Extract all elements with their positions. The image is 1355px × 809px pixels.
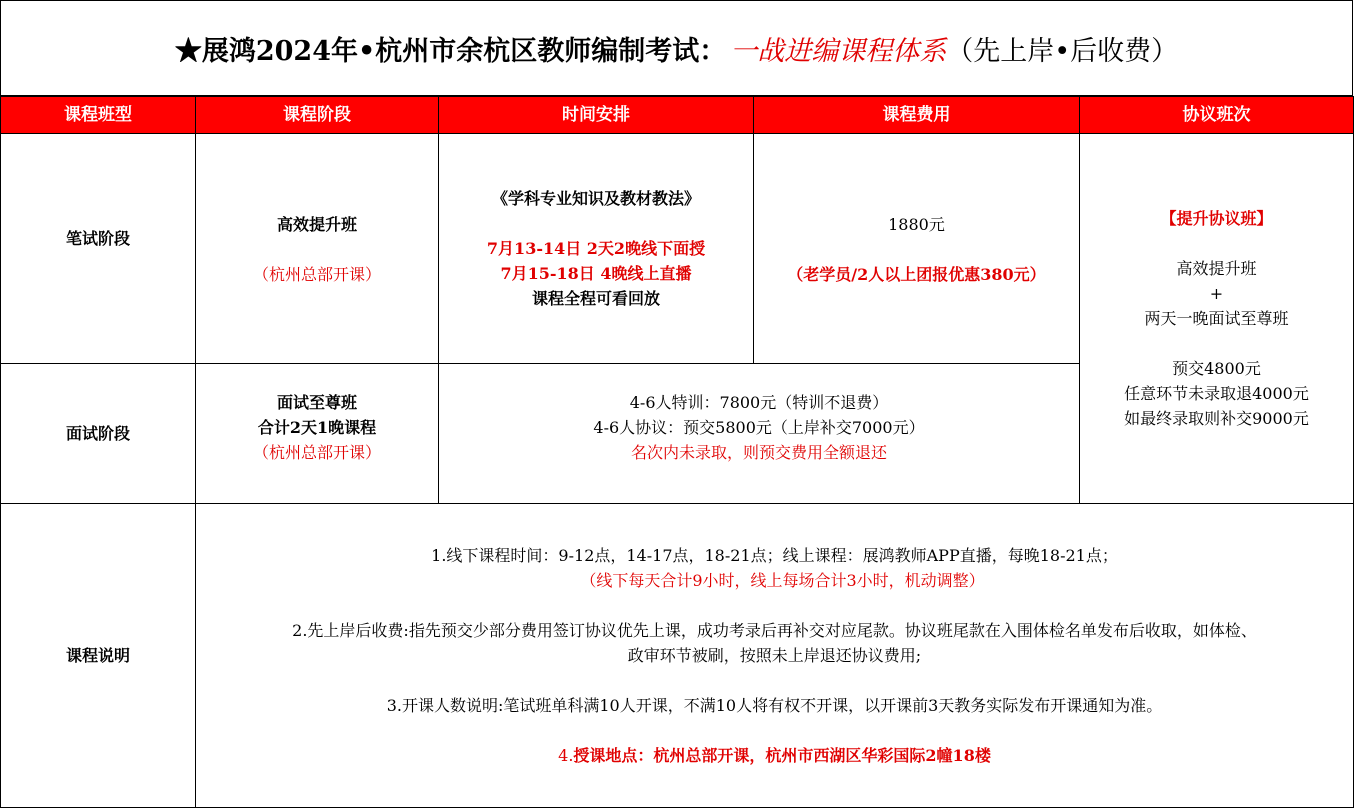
- header-course-type: 课程班型: [1, 97, 196, 134]
- note-item-4-number: 4.: [558, 746, 574, 765]
- schedule-title: 《学科专业知识及教材教法》: [491, 189, 700, 208]
- header-fee: 课程费用: [754, 97, 1080, 134]
- agreement-line2: 两天一晚面试至尊班: [1144, 309, 1289, 328]
- interview-fee-line1: 4-6人特训：7800元（特训不退费）: [629, 393, 889, 412]
- header-course-stage: 课程阶段: [196, 97, 439, 134]
- notes-row: [1, 504, 1354, 808]
- notes-cell: [196, 504, 1354, 808]
- header-row: [1, 97, 1354, 134]
- header-schedule: 时间安排: [439, 97, 754, 134]
- schedule-line1: 7月13-14日 2天2晚线下面授: [486, 239, 706, 258]
- written-fee-cell: [754, 134, 1080, 364]
- course-table: [0, 96, 1354, 808]
- agreement-cell: [1080, 134, 1354, 504]
- written-schedule-cell: [439, 134, 754, 364]
- title-suffix: （先上岸•后收费）: [946, 35, 1179, 67]
- note-item-1: 1.线下课程时间：9-12点，14-17点，18-21点；线上课程：展鸿教师APP直播，每晚18-21点；: [431, 546, 1118, 565]
- interview-course-line2: 合计2天1晚课程: [257, 418, 377, 437]
- agreement-deposit: 预交4800元: [1172, 359, 1261, 378]
- written-type: 笔试阶段: [1, 134, 196, 364]
- written-row: [1, 134, 1354, 364]
- written-course: 高效提升班: [276, 215, 357, 234]
- notes-label: 课程说明: [1, 504, 196, 808]
- page-title: [0, 0, 1353, 96]
- written-course-cell: [196, 134, 439, 364]
- agreement-plus: +: [1209, 284, 1224, 303]
- note-item-2-line2: 政审环节被刷，按照未上岸退还协议费用;: [627, 646, 922, 665]
- note-item-4-text: 授课地点：杭州总部开课，杭州市西湖区华彩国际2幢18楼: [573, 746, 991, 765]
- interview-course-line1: 面试至尊班: [276, 393, 357, 412]
- interview-fee-line3: 名次内未录取，则预交费用全额退还: [630, 443, 887, 462]
- title-highlight: 一战进编课程体系: [730, 35, 947, 67]
- agreement-refund: 任意环节未录取退4000元: [1124, 384, 1309, 403]
- title-prefix: ★展鸿2024年•杭州市余杭区教师编制考试：: [174, 35, 727, 67]
- schedule-line3: 课程全程可看回放: [531, 289, 660, 308]
- agreement-final-payment: 如最终录取则补交9000元: [1124, 409, 1309, 428]
- header-agreement: 协议班次: [1080, 97, 1354, 134]
- note-item-4: [196, 743, 1353, 768]
- interview-course-cell: [196, 364, 439, 504]
- schedule-line2: 7月15-18日 4晚线上直播: [500, 264, 692, 283]
- interview-fee-line2: 4-6人协议：预交5800元（上岸补交7000元）: [593, 418, 925, 437]
- interview-location: （杭州总部开课）: [252, 443, 381, 462]
- note-item-2-line1: 2.先上岸后收费:指先预交少部分费用签订协议优先上课，成功考录后再补交对应尾款。协议班尾款在入围体检名单发布后收取，如体检、: [292, 621, 1257, 640]
- written-location: （杭州总部开课）: [252, 265, 381, 284]
- interview-type: 面试阶段: [1, 364, 196, 504]
- written-fee: 1880元: [888, 215, 945, 234]
- interview-fee-cell: [439, 364, 1080, 504]
- written-discount: （老学员/2人以上团报优惠380元）: [787, 265, 1046, 284]
- note-item-1-sub: （线下每天合计9小时，线上每场合计3小时，机动调整）: [580, 571, 985, 590]
- agreement-line1: 高效提升班: [1176, 259, 1257, 278]
- note-item-3: 3.开课人数说明:笔试班单科满10人开课，不满10人将有权不开课，以开课前3天教务实际发布开课通知为准。: [386, 696, 1163, 715]
- agreement-title: 【提升协议班】: [1160, 209, 1273, 228]
